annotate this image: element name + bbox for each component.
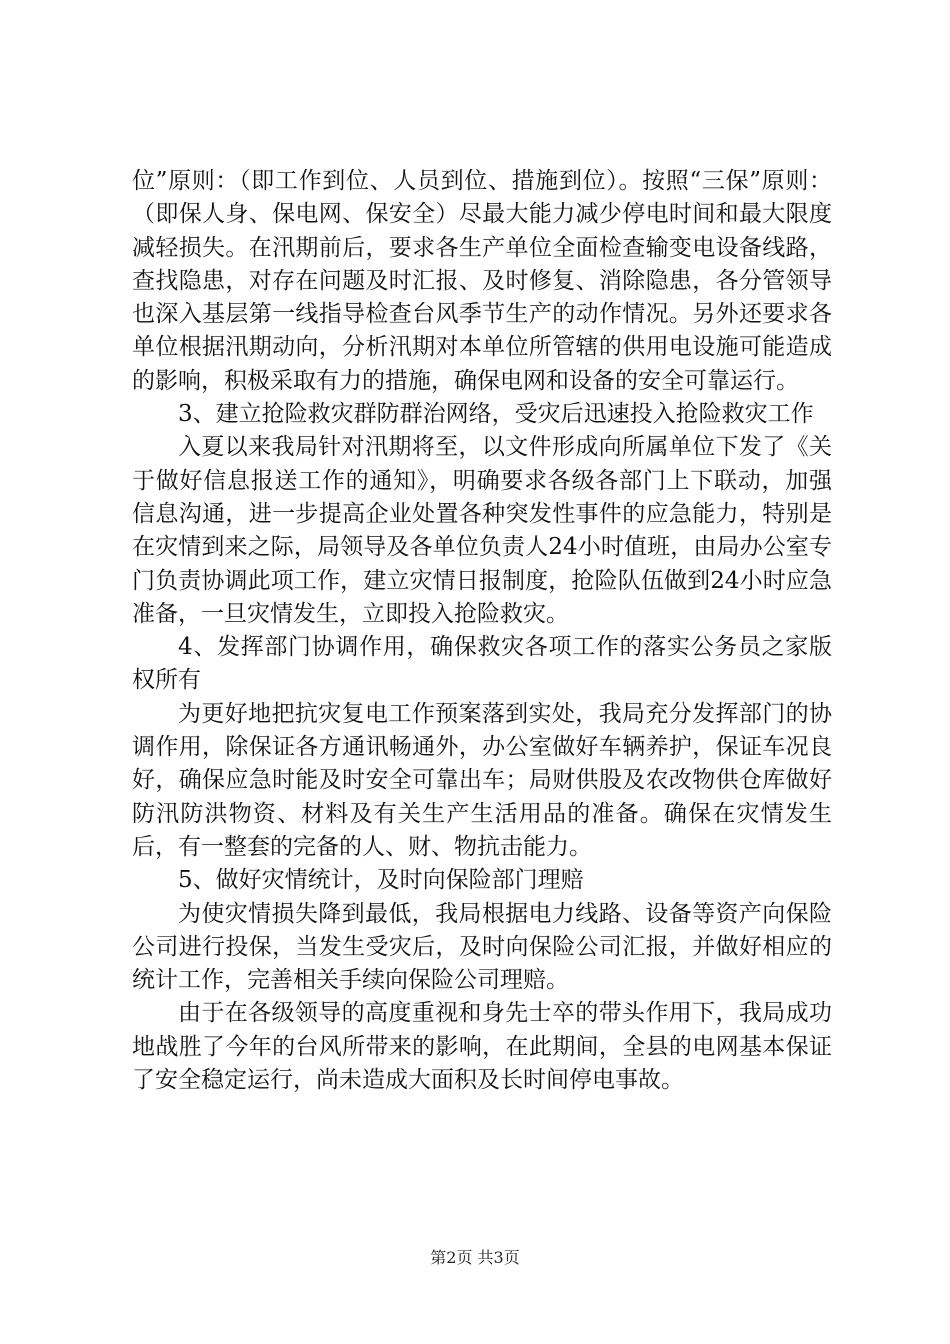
paragraph-insurance-claims: 为使灾情损失降到最低，我局根据电力线路、设备等资产向保险公司进行投保，当发生受灾后，及时向保险公司汇报，并做好相应的统计工作，完善相关手续向保险公司理赔。 — [132, 900, 832, 994]
paragraph-info-reporting: 入夏以来我局针对汛期将至，以文件形成向所属单位下发了《关于做好信息报送工作的通知》，明确要求各级各部门上下联动，加强信息沟通，进一步提高企业处置各种突发性事件的应急能力，特别是在灾情到来之际，局领导及各单位负责人24小时值班，由局办公室专门负责协调此项工作，建立灾情日报制度，抢险队伍做到24小时应急准备，一旦灾情发生，立即投入抢险救灾。 — [132, 434, 832, 627]
section-heading-3: 3、建立抢险救灾群防群治网络，受灾后迅速投入抢险救灾工作 — [178, 401, 814, 428]
paragraph-continuation: 位”原则：（即工作到位、人员到位、措施到位）。按照“三保”原则：（即保人身、保电网、保安全）尽最大能力减少停电时间和最大限度减轻损失。在汛期前后，要求各生产单位全面检查输变电设备线路，查找隐患，对存在问题及时汇报、及时修复、消除隐患，各分管领导也深入基层第一线指导检查台风季节生产的动作情况。另外还要求各单位根据汛期动向，分析汛期对本单位所管辖的供用电设施可能造成的影响，积极采取有力的措施，确保电网和设备的安全可靠运行。 — [132, 168, 832, 394]
page-number-footer: 第2页 共3页 — [430, 1248, 520, 1267]
paragraph-department-coordination: 为更好地把抗灾复电工作预案落到实处，我局充分发挥部门的协调作用，除保证各方通讯畅通外，办公室做好车辆养护，保证车况良好，确保应急时能及时安全可靠出车；局财供股及农改物供仓库做好防汛防洪物资、材料及有关生产生活用品的准备。确保在灾情发生后，有一整套的完备的人、财、物抗击能力。 — [132, 700, 832, 860]
section-heading-4: 4、发挥部门协调作用，确保救灾各项工作的落实公务员之家版权所有 — [132, 634, 832, 694]
section-heading-5: 5、做好灾情统计，及时向保险部门理赔 — [178, 867, 584, 894]
document-body — [132, 165, 832, 1097]
paragraph-conclusion: 由于在各级领导的高度重视和身先士卒的带头作用下，我局成功地战胜了今年的台风所带来的影响，在此期间，全县的电网基本保证了安全稳定运行，尚未造成大面积及长时间停电事故。 — [132, 1000, 832, 1094]
